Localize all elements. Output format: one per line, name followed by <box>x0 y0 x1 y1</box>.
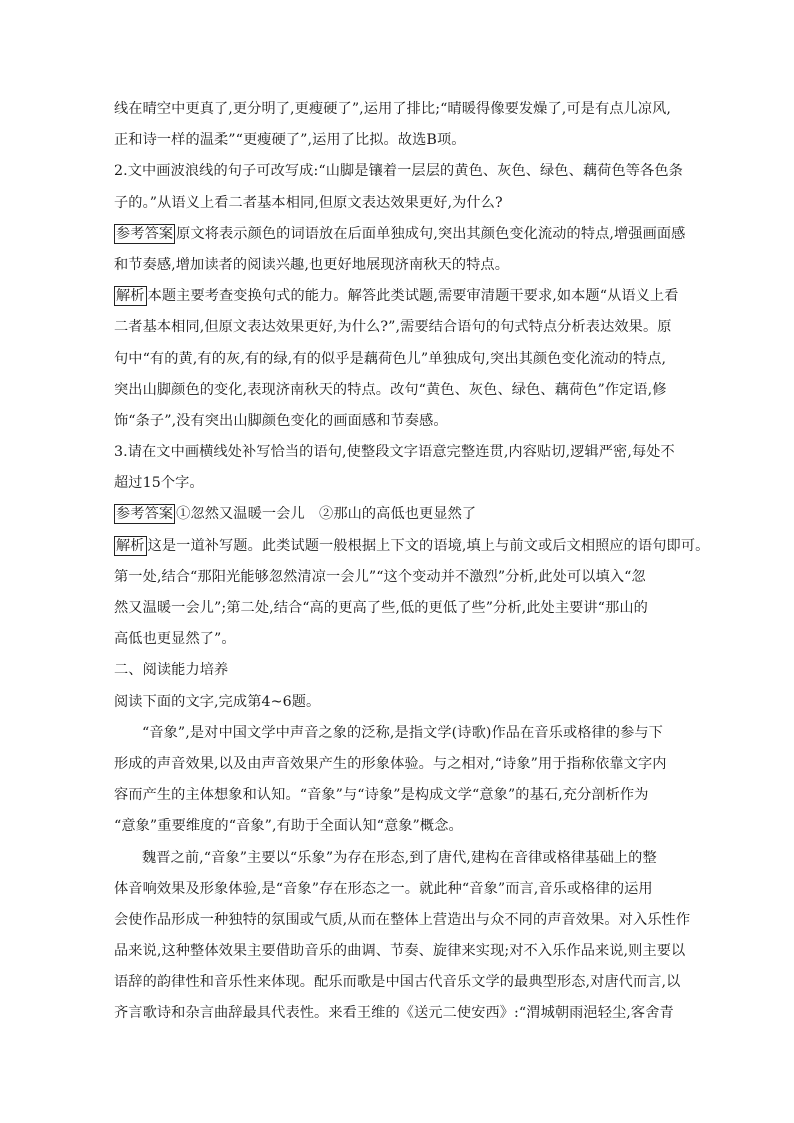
text-line <box>114 250 680 281</box>
text-line <box>114 998 680 1029</box>
line-text: 会使作品形成一种独特的氛围或气质,从而在整体上营造出与众不同的声音效果。对入乐性作 <box>114 911 691 928</box>
text-line <box>114 624 680 655</box>
text-line <box>114 874 680 905</box>
analysis-line <box>114 531 710 562</box>
line-text: 句中“有的黄,有的灰,有的绿,有的似乎是藕荷色儿”单独成句,突出其颜色变化流动的特点, <box>114 350 667 367</box>
line-text: 突出山脚颜色的变化,表现济南秋天的特点。改句“黄色、灰色、绿色、藕荷色”作定语,修 <box>114 381 667 398</box>
line-text: 饰“条子”,没有突出山脚颜色变化的画面感和节奏感。 <box>114 412 448 429</box>
reference-answer-tag: 参考答案 <box>116 506 174 523</box>
text-line <box>114 375 680 406</box>
text-line <box>114 406 680 437</box>
line-text: 3.请在文中画横线处补写恰当的语句,使整段文字语意完整连贯,内容贴切,逻辑严密,每处不 <box>114 444 675 461</box>
text-line <box>114 94 680 125</box>
question-3 <box>114 437 680 468</box>
line-text: 原文将表示颜色的词语放在后面单独成句,突出其颜色变化流动的特点,增强画面感 <box>176 225 686 242</box>
line-text: 本题主要考查变换句式的能力。解答此类试题,需要审清题干要求,如本题“从语义上看 <box>147 288 679 305</box>
line-text: 子的。”从语义上看二者基本相同,但原文表达效果更好,为什么? <box>114 194 503 211</box>
text-line <box>114 749 680 780</box>
line-text: 阅读下面的文字,完成第4~6题。 <box>114 693 321 710</box>
line-text: 齐言歌诗和杂言曲辞最具代表性。来看王维的《送元二使安西》:“渭城朝雨浥轻尘,客舍青 <box>114 1005 674 1022</box>
line-text: 高低也更显然了”。 <box>114 631 236 648</box>
text-line <box>114 780 680 811</box>
line-text: 正和诗一样的温柔”“更瘦硬了”,运用了比拟。故选B项。 <box>114 132 466 149</box>
text-line <box>114 468 680 499</box>
line-text: 容而产生的主体想象和认知。“音象”与“诗象”是构成文学“意象”的基石,充分剖析作为 <box>114 787 649 804</box>
line-text: “音象”,是对中国文学中声音之象的泛称,是指文学(诗歌)作品在音乐或格律的参与下 <box>142 724 663 741</box>
answer-line <box>114 499 680 530</box>
line-text: “意象”重要维度的“音象”,有助于全面认知“意象”概念。 <box>114 818 463 835</box>
line-text: 这是一道补写题。此类试题一般根据上下文的语境,填上与前文或后文相照应的语句即可。 <box>147 537 710 554</box>
analysis-tag: 解析 <box>116 288 145 305</box>
paragraph-start <box>114 843 680 874</box>
line-text: 二者基本相同,但原文表达效果更好,为什么?”,需要结合语句的句式特点分析表达效果。原 <box>114 319 672 336</box>
text-line <box>114 125 680 156</box>
question-2 <box>114 156 683 187</box>
text-line <box>114 312 680 343</box>
analysis-line <box>114 281 680 312</box>
text-line <box>114 967 680 998</box>
line-text: 超过15个字。 <box>114 475 204 492</box>
document-page <box>114 94 710 1030</box>
analysis-tag: 解析 <box>116 537 145 554</box>
line-text: 线在晴空中更真了,更分明了,更瘦硬了”,运用了排比;“晴暖得像要发燥了,可是有点儿凉风, <box>114 101 671 117</box>
line-text: 体音响效果及形象体验,是“音象”存在形态之一。就此种“音象”而言,音乐或格律的运用 <box>114 880 653 897</box>
reference-answer-tag: 参考答案 <box>116 225 174 242</box>
text-line <box>114 811 680 842</box>
text-line <box>114 936 686 967</box>
line-text: 和节奏感,增加读者的阅读兴趣,也更好地展现济南秋天的特点。 <box>114 256 509 273</box>
line-text: 品来说,这种整体效果主要借助音乐的曲调、节奏、旋律来实现;对不入乐作品来说,则主要以 <box>114 943 686 960</box>
line-text: 第一处,结合“那阳光能够忽然清凉一会儿”“这个变动并不激烈”分析,此处可以填入“忽 <box>114 568 646 585</box>
text-line <box>114 905 691 936</box>
line-text: 形成的声音效果,以及由声音效果产生的形象体验。与之相对,“诗象”用于指称依靠文字内 <box>114 755 667 772</box>
line-text: 语辞的韵律性和音乐性来体现。配乐而歌是中国古代音乐文学的最典型形态,对唐代而言,以 <box>114 974 681 991</box>
answer-line <box>114 219 686 250</box>
line-text: 二、阅读能力培养 <box>114 662 229 679</box>
text-line <box>114 593 680 624</box>
line-text: 2.文中画波浪线的句子可改写成:“山脚是镶着一层层的黄色、灰色、绿色、藕荷色等各色条 <box>114 163 683 180</box>
text-line <box>114 188 680 219</box>
reading-instruction <box>114 687 680 718</box>
text-line <box>114 344 680 375</box>
line-text: 然又温暖一会儿”;第二处,结合“高的更高了些,低的更低了些”分析,此处主要讲“那山的 <box>114 600 648 616</box>
line-text: ①忽然又温暖一会儿 ②那山的高低也更显然了 <box>176 506 477 523</box>
text-line <box>114 562 680 593</box>
section-heading <box>114 655 680 686</box>
paragraph-start <box>114 718 680 749</box>
line-text: 魏晋之前,“音象”主要以“乐象”为存在形态,到了唐代,建构在音律或格律基础上的整 <box>142 849 657 866</box>
